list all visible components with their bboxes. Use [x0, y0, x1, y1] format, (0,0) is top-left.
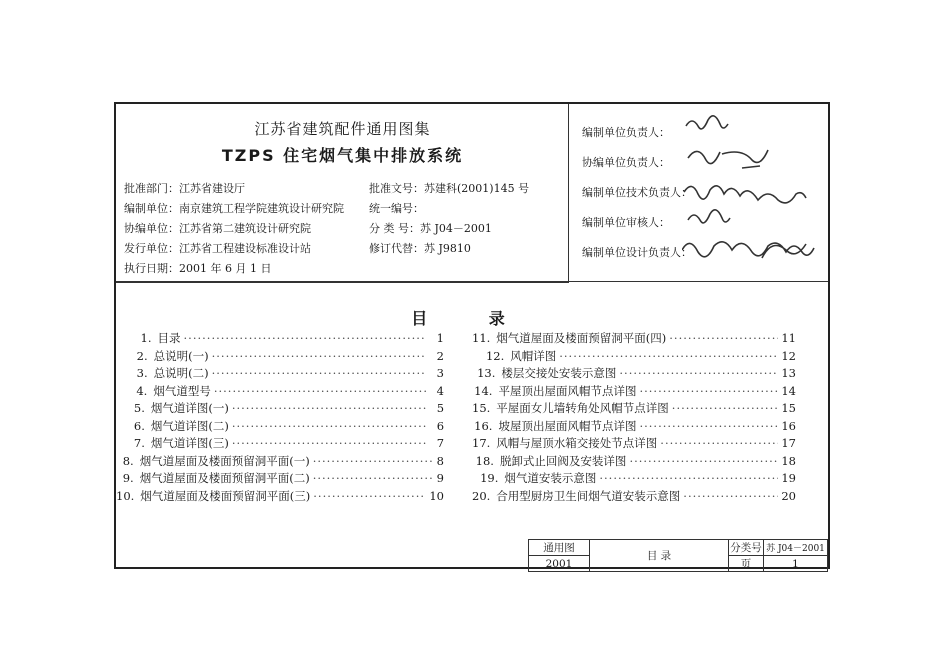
toc-entry[interactable]: 10. 烟气道屋面及楼面预留洞平面(三) ····· 10	[116, 488, 444, 506]
toc-entry[interactable]: 17. 风帽与屋顶水箱交接处节点详图 ····· 17	[472, 435, 796, 453]
toc-entry[interactable]: 4. 烟气道型号 ····· 4	[116, 383, 444, 401]
toc-entry[interactable]: 14. 平屋顶出屋面风帽节点详图 ····· 14	[472, 383, 796, 401]
toc-entry[interactable]: 9. 烟气道屋面及楼面预留洞平面(二) ····· 9	[116, 470, 444, 488]
effective-date: 执行日期：2001 年 6 月 1 日	[124, 262, 272, 275]
toc-title: 目 录	[411, 309, 533, 328]
title-block-page-label: 页	[729, 556, 764, 572]
approval-dept: 批准部门：江苏省建设厅	[124, 182, 245, 195]
title-block	[528, 539, 828, 572]
revision-replaces: 修订代替：苏 J9810	[369, 242, 471, 255]
title-block-year: 2001	[529, 556, 590, 572]
classification-number: 分 类 号：苏 J04－2001	[369, 222, 492, 235]
system-title: TZPS 住宅烟气集中排放系统	[221, 146, 464, 165]
co-compiling-unit: 协编单位：江苏省第二建筑设计研究院	[124, 222, 311, 235]
toc-entry[interactable]: 5. 烟气道详图(一) ····· 5	[116, 400, 444, 418]
atlas-title: 江苏省建筑配件通用图集	[254, 120, 431, 138]
handwritten-signatures	[682, 108, 827, 276]
toc-entry[interactable]: 1. 目录 ····· 1	[116, 330, 444, 348]
toc-entry[interactable]: 13. 楼层交接处安装示意图 ····· 13	[472, 365, 796, 383]
title-block-label: 通用图	[529, 540, 590, 556]
title-block-name: 目 录	[590, 540, 729, 572]
responsible-compiling: 编制单位负责人：	[582, 126, 670, 139]
drawing-frame	[114, 102, 830, 569]
responsible-co-compiling: 协编单位负责人：	[582, 156, 670, 169]
responsible-designer: 编制单位设计负责人：	[582, 246, 692, 259]
toc-entry[interactable]: 8. 烟气道屋面及楼面预留洞平面(一) ····· 8	[116, 453, 444, 471]
title-block-class-label: 分类号	[729, 540, 764, 556]
responsible-reviewer: 编制单位审核人：	[582, 216, 670, 229]
toc-entry[interactable]: 18. 脱卸式止回阀及安装详图 ····· 18	[472, 453, 796, 471]
toc-entry[interactable]: 3. 总说明(二) ····· 3	[116, 365, 444, 383]
toc-right-column	[472, 330, 796, 505]
toc-entry[interactable]: 16. 坡屋顶出屋面风帽节点详图 ····· 16	[472, 418, 796, 436]
title-block-class-value: 苏 J04－2001	[764, 540, 828, 556]
title-block-page-value: 1	[764, 556, 828, 572]
publishing-unit: 发行单位：江苏省工程建设标准设计站	[124, 242, 311, 255]
toc-entry[interactable]: 19. 烟气道安装示意图 ····· 19	[472, 470, 796, 488]
unified-number: 统一编号：	[369, 202, 424, 215]
approval-number: 批准文号：苏建科(2001)145 号	[369, 182, 530, 195]
toc-entry[interactable]: 15. 平屋面女儿墙转角处风帽节点详图 ····· 15	[472, 400, 796, 418]
header-left-panel	[116, 104, 569, 283]
header-divider	[116, 281, 828, 282]
toc-entry[interactable]: 7. 烟气道详图(三) ····· 7	[116, 435, 444, 453]
toc-left-column	[116, 330, 444, 505]
compiling-unit: 编制单位：南京建筑工程学院建筑设计研究院	[124, 202, 344, 215]
toc-entry[interactable]: 2. 总说明(一) ····· 2	[116, 348, 444, 366]
toc-entry[interactable]: 20. 合用型厨房卫生间烟气道安装示意图 ····· 20	[472, 488, 796, 506]
toc-entry[interactable]: 12. 风帽详图 ····· 12	[472, 348, 796, 366]
responsible-technical: 编制单位技术负责人：	[582, 186, 692, 199]
toc-entry[interactable]: 11. 烟气道屋面及楼面预留洞平面(四) ····· 11	[472, 330, 796, 348]
toc-entry[interactable]: 6. 烟气道详图(二) ····· 6	[116, 418, 444, 436]
